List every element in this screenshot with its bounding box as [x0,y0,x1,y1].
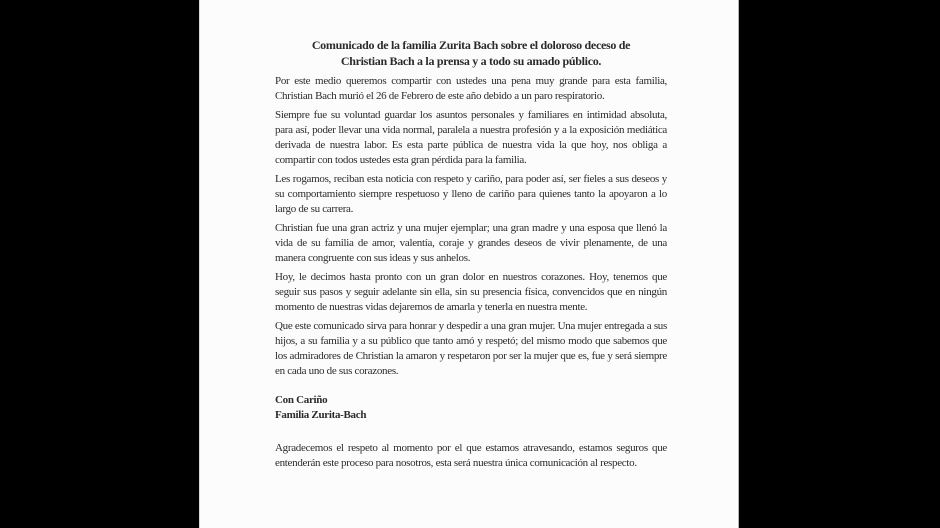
document-page [199,0,739,528]
document-paragraph-4: Christian fue una gran actriz y una mujer ejemplar; una gran madre y una esposa que llenó la vida de su familia de amor, valentía, coraje y grandes deseos de vivir plenamente, de una manera congruente con sus ideas y sus anhelos. [275,222,667,264]
document-title [275,38,667,69]
letterbox-right [739,0,940,528]
document-paragraph-3: Les rogamos, reciban esta noticia con respeto y cariño, para poder así, ser fieles a sus deseos y su comportamiento siempre respetuoso y lleno de cariño para quienes tanto la apoyaron a lo largo de su carrera. [275,173,667,215]
signoff-line-1: Con Cariño [275,394,328,406]
document-title-line-1: Comunicado de la familia Zurita Bach sobre el doloroso deceso de [311,38,631,52]
document-title-line-2: Christian Bach a la prensa y a todo su amado público. [340,53,602,68]
document-paragraph-5: Hoy, le decimos hasta pronto con un gran dolor en nuestros corazones. Hoy, tenemos que seguir sus pasos y seguir adelante sin ella, sin su presencia física, convencidos que en ningún momento de nuestras vidas dejaremos de amarla y tenerla en nuestra mente. [275,271,667,313]
document-paragraph-6: Que este comunicado sirva para honrar y despedir a una gran mujer. Una mujer entregada a sus hijos, a su familia y a su público que tanto amó y respetó; del mismo modo que sabemos que los admiradores de Christian la amaron y respetaron por ser la mujer que es, fue y será siempre en cada uno de sus corazones. [275,320,667,377]
letterbox-left [0,0,199,528]
signoff-line-2: Familia Zurita-Bach [275,409,367,421]
document-paragraph-1: Por este medio queremos compartir con ustedes una pena muy grande para esta familia, Christian Bach murió el 26 de Febrero de este año debido a un paro respiratorio. [275,75,667,102]
document-paragraph-2: Siempre fue su voluntad guardar los asuntos personales y familiares en intimidad absoluta, para así, poder llevar una vida normal, paralela a nuestra profesión y a la exposición mediática derivada de nuestra labor. Es esta parte pública de nuestra vida la que hoy, nos obliga a compartir con todos ustedes esta gran pérdida para la familia. [275,109,667,166]
document-signoff [275,393,667,423]
document-closing-paragraph: Agradecemos el respeto al momento por el que estamos atravesando, estamos seguros que entenderán este proceso para nosotros, esta será nuestra única comunicación al respecto. [275,442,667,469]
